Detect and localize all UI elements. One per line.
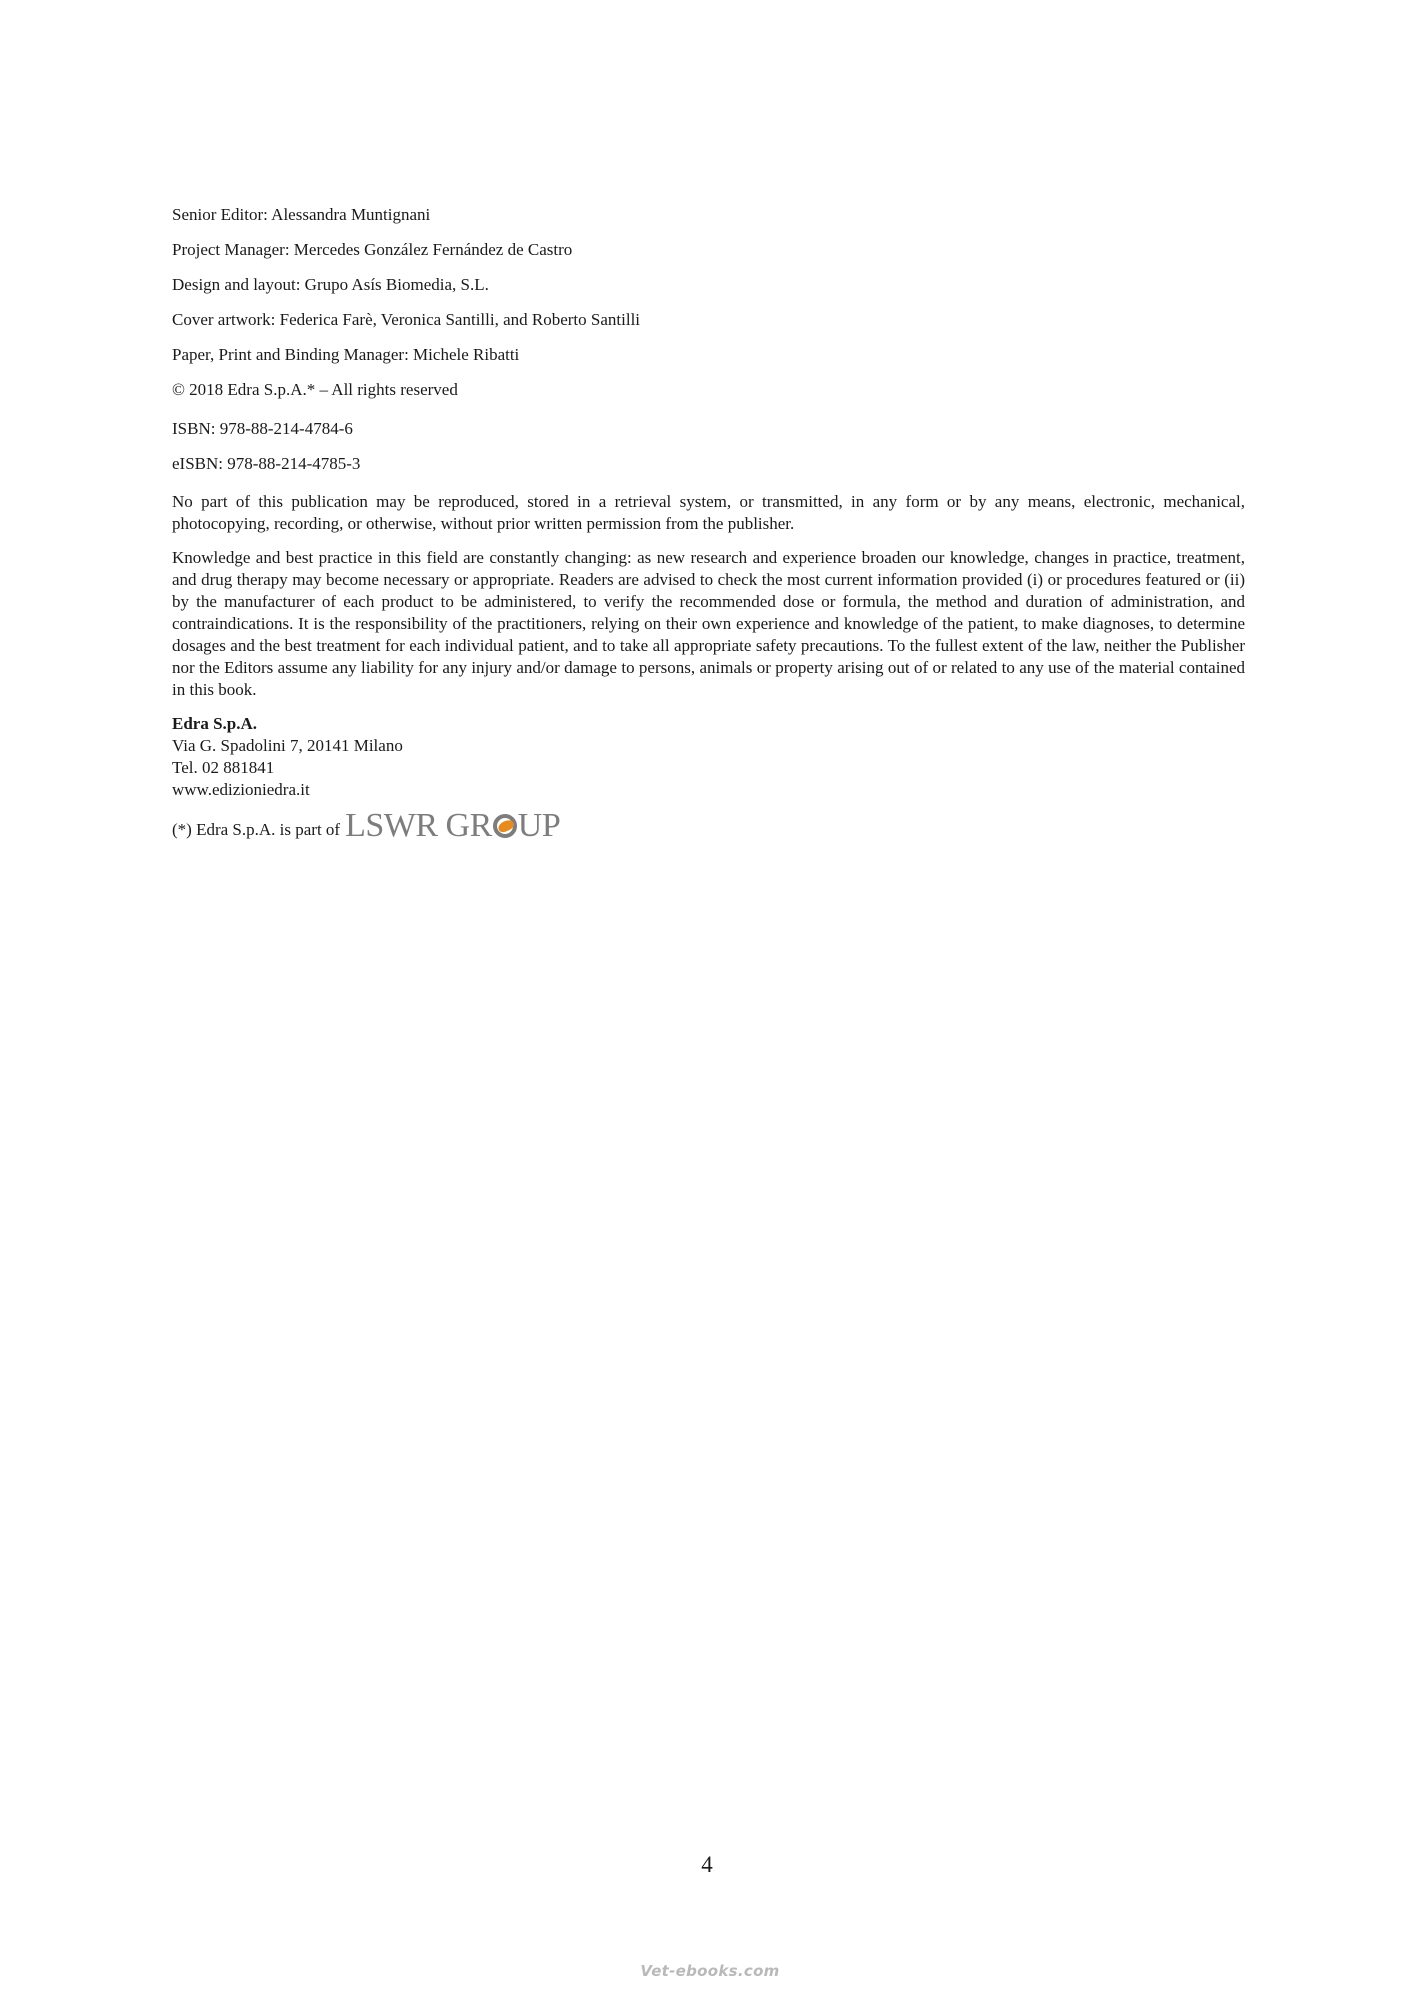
senior-editor-credit: Senior Editor: Alessandra Muntignani bbox=[172, 205, 431, 224]
watermark: Vet-ebooks.com bbox=[640, 1962, 780, 1980]
isbn: ISBN: 978-88-214-4784-6 bbox=[172, 419, 353, 438]
logo-text-end: UP bbox=[517, 807, 561, 844]
publisher-phone: Tel. 02 881841 bbox=[172, 758, 275, 777]
print-manager-credit: Paper, Print and Binding Manager: Michele Ribatti bbox=[172, 345, 520, 364]
copyright-notice: © 2018 Edra S.p.A.* – All rights reserved bbox=[172, 380, 458, 399]
publisher-website: www.edizioniedra.it bbox=[172, 780, 310, 799]
group-affiliation-text: (*) Edra S.p.A. is part of bbox=[172, 820, 341, 839]
copyright-page-content bbox=[172, 204, 1245, 844]
design-layout-credit: Design and layout: Grupo Asís Biomedia, S.L. bbox=[172, 275, 489, 294]
rights-paragraph: No part of this publication may be reproduced, stored in a retrieval system, or transmitted, in any form or by any means, electronic, mechanical, photocopying, recording, or otherwise, without prior written permission from the publisher. bbox=[172, 492, 1245, 533]
sun-logo-icon bbox=[493, 814, 517, 838]
lswr-group-logo bbox=[345, 807, 561, 844]
group-affiliation bbox=[172, 807, 1245, 844]
page-number: 4 bbox=[701, 1852, 713, 1877]
project-manager-credit: Project Manager: Mercedes González Fernández de Castro bbox=[172, 240, 573, 259]
eisbn: eISBN: 978-88-214-4785-3 bbox=[172, 454, 361, 473]
publisher-address bbox=[172, 713, 1245, 801]
publisher-street: Via G. Spadolini 7, 20141 Milano bbox=[172, 736, 403, 755]
logo-text-start: LSWR GR bbox=[345, 807, 492, 844]
publisher-name: Edra S.p.A. bbox=[172, 714, 258, 733]
cover-artwork-credit: Cover artwork: Federica Farè, Veronica Santilli, and Roberto Santilli bbox=[172, 310, 641, 329]
disclaimer-paragraph: Knowledge and best practice in this field are constantly changing: as new research and experience broaden our knowledge, changes in practice, treatment, and drug therapy may become necessary or appropriate. Readers are advised to check the most current information provided (i) or procedures featured or (ii) by the manufacturer of each product to be administered, to verify the recommended dose or formula, the method and duration of administration, and contraindications. It is the responsibility of the practitioners, relying on their own experience and knowledge of the patient, to make diagnoses, to determine dosages and the best treatment for each individual patient, and to take all appropriate safety precautions. To the fullest extent of the law, neither the Publisher nor the Editors assume any liability for any injury and/or damage to persons, animals or property arising out of or related to any use of the material contained in this book. bbox=[172, 548, 1245, 699]
